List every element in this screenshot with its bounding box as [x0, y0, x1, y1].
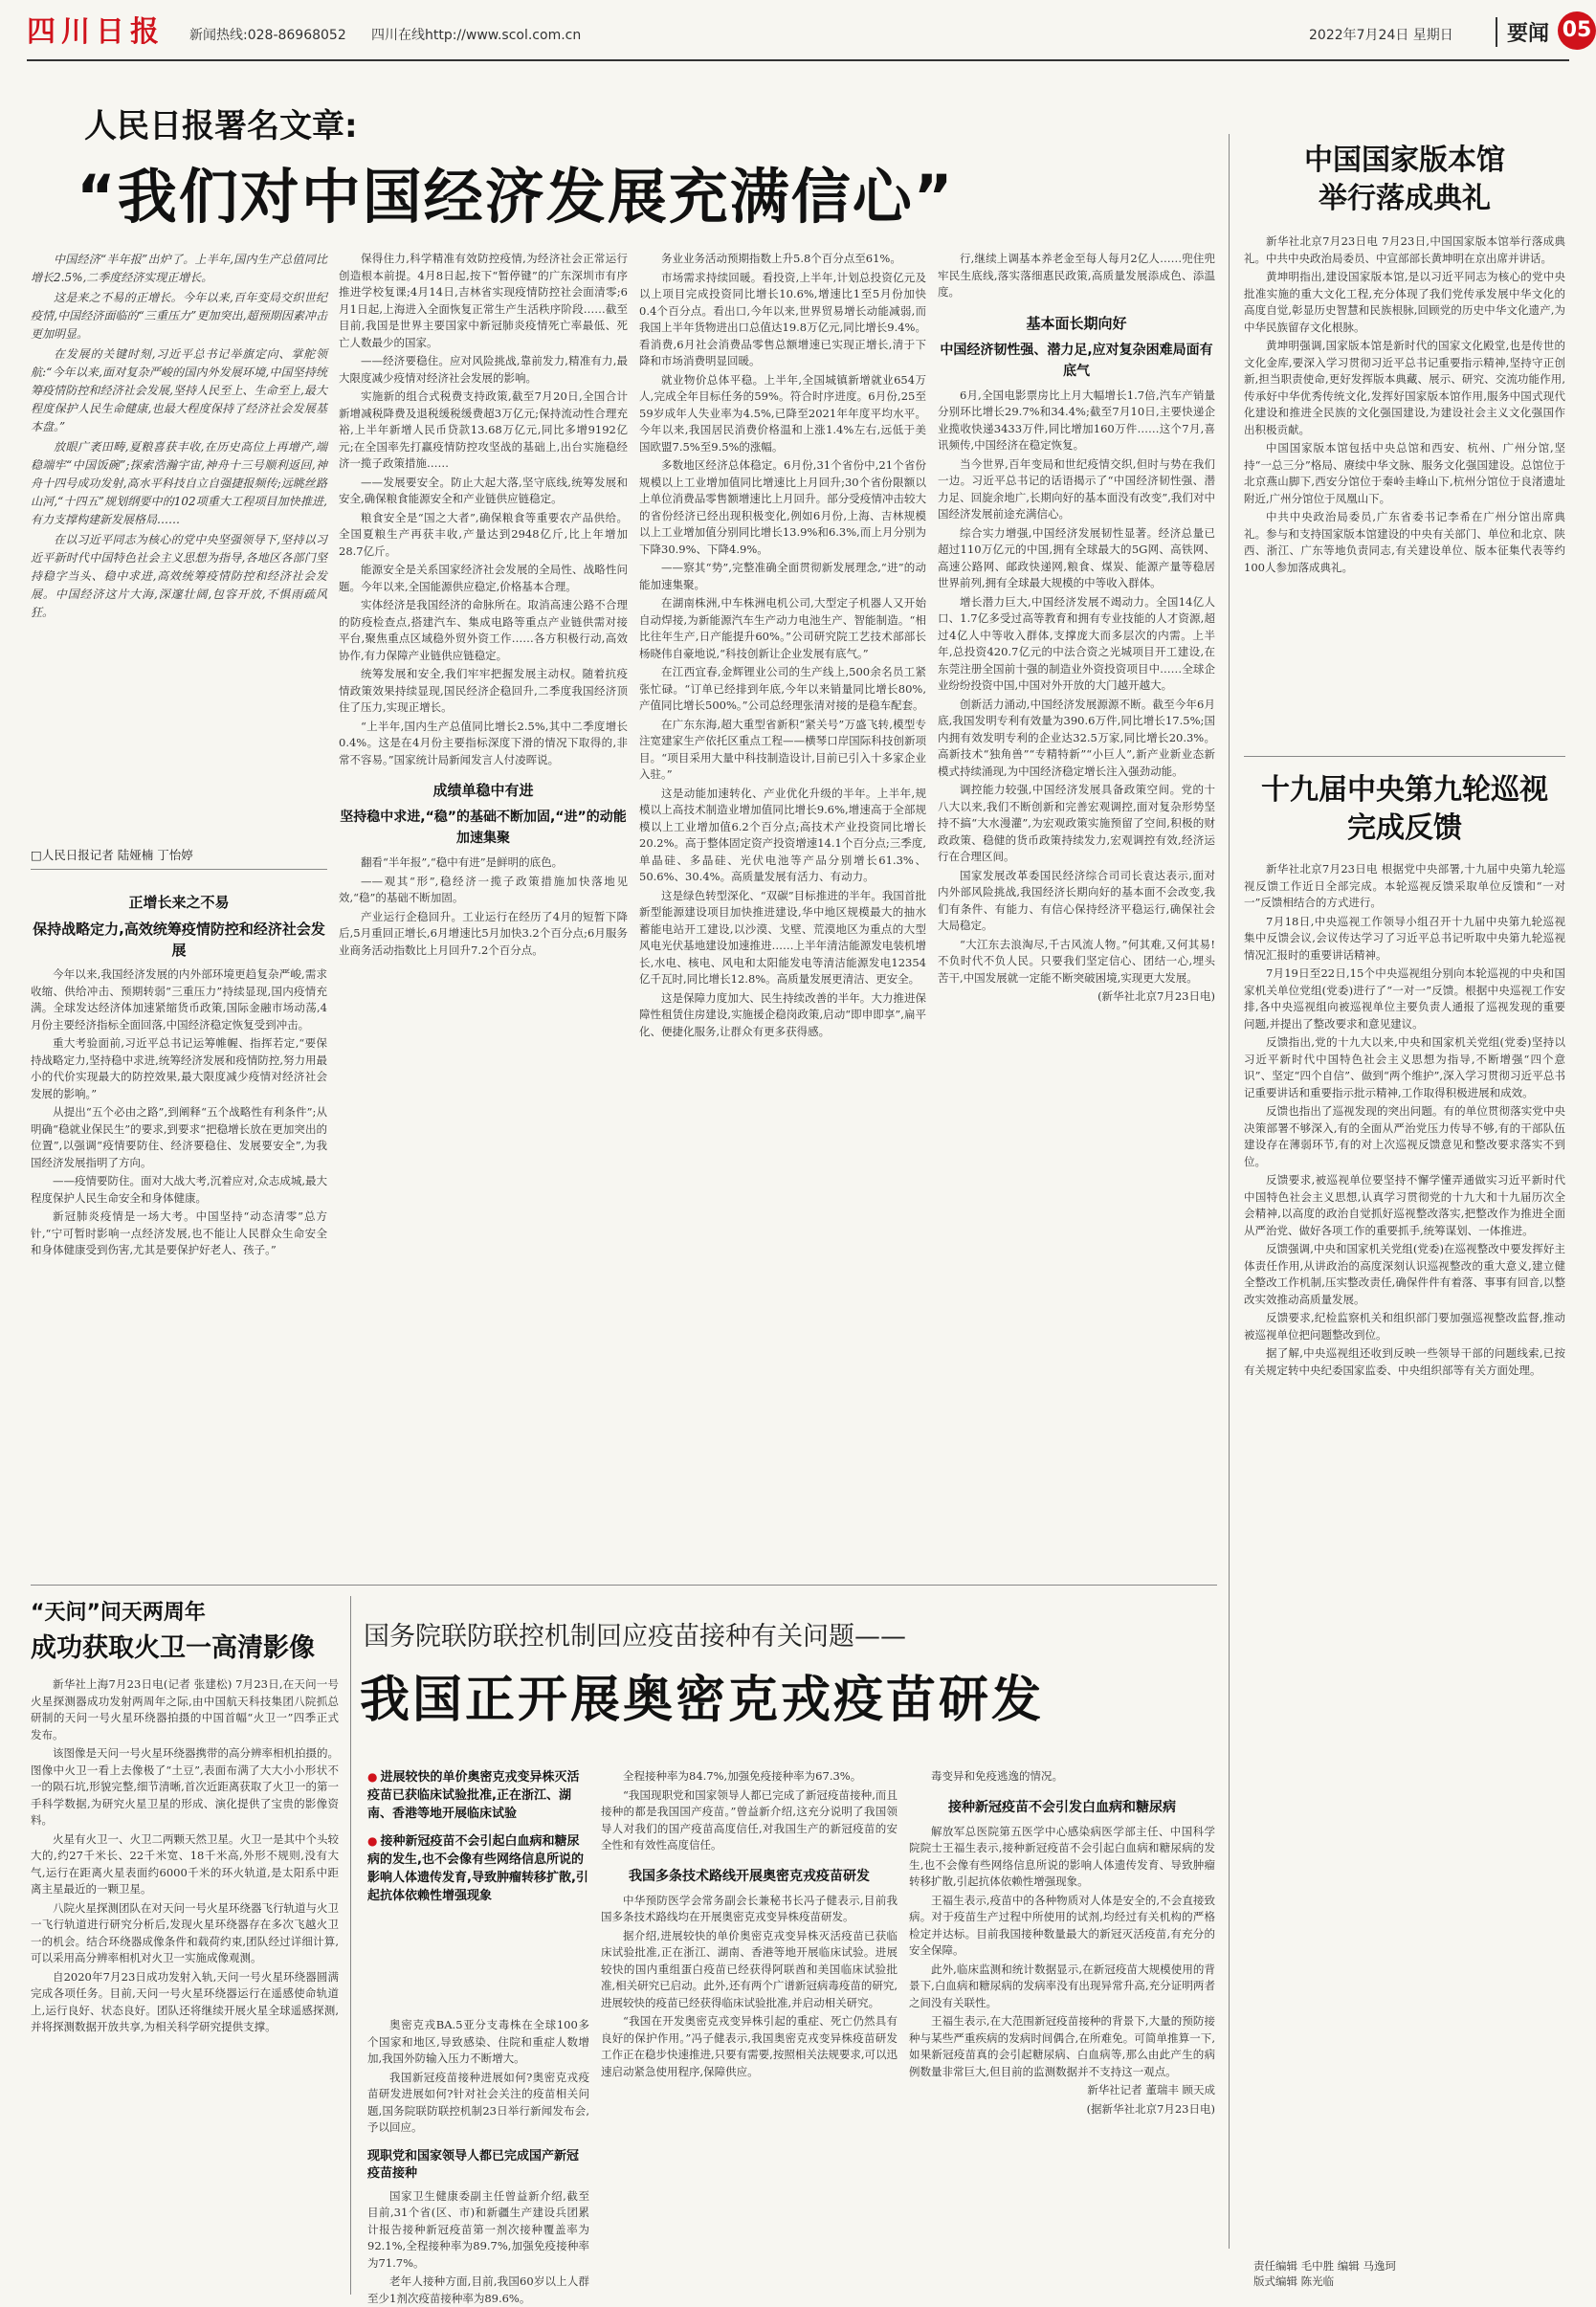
key-point — [367, 1768, 589, 1823]
page-number-badge: 05 — [1558, 11, 1596, 50]
bottom-kicker: 国务院联防联控机制回应疫苗接种有关问题—— — [364, 1622, 906, 1652]
paragraph: 这是保障力度加大、民生持续改善的半年。大力推进保障性租赁住房建设,实施援企稳岗政策,启动“即申即享”,扁平化、便捷化服务,让群众有更多获得感。 — [639, 990, 926, 1038]
paragraph: 在以习近平同志为核心的党中央坚强领导下,坚持以习近平新时代中国特色社会主义思想为指导,各地区各部门坚持稳字当头、稳中求进,高效统筹疫情防控和经济社会发展。中国经济这片大海,深邃壮阔,包容开放,不惧雨疏风狂。 — [31, 533, 327, 619]
subhead-kicker: 正增长来之不易 — [128, 894, 230, 911]
key-point-text: 接种新冠疫苗不会引起白血病和糖尿病的发生,也不会像有些网络信息所说的影响人体遗传发育,导致肿瘤转移扩散,引起抗体依赖性增强现象 — [367, 1834, 588, 1903]
paragraph: 在江西宜春,金辉锂业公司的生产线上,500余名员工紧张忙碌。“订单已经排到年底,今年以来销量同比增长80%,产值同比增长500%。”公司总经理张清对接的是稳车配套。 — [639, 665, 926, 712]
dateline: (据新华社北京7月23日电) — [1086, 2101, 1215, 2116]
key-points-box — [367, 1768, 589, 1915]
paragraph: “我国现职党和国家领导人都已完成了新冠疫苗接种,而且接种的都是我国国产疫苗。”曾益新介绍,这充分说明了我国领导人对我们的国产疫苗高度信任,对我国生产的新冠疫苗的安全性和有效性高度信任。 — [601, 1787, 898, 1852]
left-bottom-article — [31, 1676, 339, 2296]
headline-line: 十九届中央第九轮巡视 — [1261, 773, 1548, 807]
paragraph: 王福生表示,疫苗中的各种物质对人体是安全的,不会直接致病。对于疫苗生产过程中所使用的试剂,均经过有关机构的严格检定并达标。目前我国接种数量最大的新冠灭活疫苗,有充分的安全保障。 — [909, 1893, 1215, 1957]
paragraph: 据了解,中央巡视组还收到反映一些领导干部的问题线索,已按有关规定转中央纪委国家监委、中央组织部等有关方面处理。 — [1244, 1346, 1565, 1377]
left-bottom-kicker: “天问”问天两周年 — [31, 1601, 206, 1625]
right-mid-headline — [1244, 771, 1565, 848]
paragraph: 保得住力,科学精准有效防控疫情,为经济社会正常运行创造根本前提。4月8日起,按下“暂停键”的广东深圳市有序推进学校复课;4月14日,吉林省实现疫情防控社会面清零;6月1日起,上海进入全面恢复正常生产生活秩序阶段……截至目前,我国是世界主要国家中新冠肺炎疫情死亡率最低、死亡人数最少的国家。 — [339, 252, 628, 349]
paragraph: “我国在开发奥密克戎变异株引起的重症、死亡仍然具有良好的保护作用。”冯子健表示,我国奥密克戎变异株疫苗研发工作正在稳步快速推进,只要有需要,按照相关法规要求,可以迅速启动紧急使用程序,保障供应。 — [601, 2014, 898, 2078]
subhead-title: 现职党和国家领导人都已完成国产新冠疫苗接种 — [367, 2148, 580, 2181]
paragraph: 中国经济“半年报”出炉了。上半年,国内生产总值同比增长2.5%,二季度经济实现正增长。 — [31, 253, 327, 284]
paragraph: 就业物价总体平稳。上半年,全国城镇新增就业654万人,完成全年目标任务的59%。符合时序进度。6月份,25至59岁成年人失业率为4.5%,已降至2021年年度平均水平。今年以来,我国居民消费价格温和上涨1.4%左右,远低于美国欧盟7.5%至9.5%的涨幅。 — [639, 372, 926, 454]
reporter-credit: 新华社记者 董瑞丰 顾天成 — [1087, 2083, 1215, 2096]
issue-date: 2022年7月24日 星期日 — [1309, 28, 1453, 43]
paragraph: 这是动能加速转化、产业优化升级的半年。上半年,规模以上高技术制造业增加值同比增长9.6%,增速高于全部规模以上工业增加值6.2个百分点;高技术产业投资同比增长20.2%。高于整体固定资产投资增速14.1个百分点;三季度,单晶硅、多晶硅、光伏电池等产品分别增长61.3%、50.6%、30.4%。高质量发展有活力、有动力。 — [639, 786, 926, 883]
paragraph: 增长潜力巨大,中国经济发展不竭动力。全国14亿人口、1.7亿多受过高等教育和拥有专业技能的人才资源,超过4亿人中等收入群体,支撑庞大而多层次的内需。上半年,总投资420.7亿元的中法合资之光城项目开工建设,在东莞注册全国前十强的制造业外资投资项目中……全球企业纷纷投资中国,中国对外开放的大门越开越大。 — [938, 594, 1215, 692]
paragraph: 放眼广袤田畴,夏粮喜获丰收,在历史高位上再增产,端稳端牢“中国饭碗”;探索浩瀚宇宙,神舟十三号顺利返回,神舟十四号成功发射,高水平科技自立自强捷报频传;远眺丝路山河,“十四五”规划纲要中的102项重大工程项目加快推进,有力支撑构建新发展格局…… — [31, 440, 327, 526]
paragraph: 重大考验面前,习近平总书记运筹帷幄、指挥若定,“要保持战略定力,坚持稳中求进,统筹经济发展和疫情防控,努力用最小的代价实现最大的防控效果,最大限度减少疫情对经济社会发展的影响。” — [31, 1036, 327, 1100]
bullet-icon: ● — [367, 1834, 378, 1848]
paragraph: 解放军总医院第五医学中心感染病医学部主任、中国科学院院士王福生表示,接种新冠疫苗不会引起白血病和糖尿病的发生,也不会像有些网络信息所说的影响人体遗传发育、导致肿瘤转移扩散,引起抗体依赖性增强现象。 — [909, 1824, 1215, 1888]
byline: □人民日报记者 陆娅楠 丁怡婷 — [31, 848, 193, 862]
paragraph: 综合实力增强,中国经济发展韧性显著。经济总量已超过110万亿元的中国,拥有全球最大的5G网、高铁网、高速公路网、邮政快递网,粮食、煤炭、能源产量等稳居世界前列,拥有全球最大规模的中等收入群体。 — [938, 525, 1215, 589]
section-name: 要闻 — [1496, 17, 1549, 47]
paragraph: 新冠肺炎疫情是一场大考。中国坚持“动态清零”总方针,“宁可暂时影响一点经济发展,也不能让人民群众生命安全和身体健康受到伤害,尤其是要保护好老人、孩子。” — [31, 1209, 327, 1256]
column-divider — [1229, 134, 1230, 2249]
headline-line: 举行落成典礼 — [1319, 182, 1491, 215]
right-mid-article — [1244, 861, 1565, 2239]
paragraph: 该图像是天问一号火星环绕器携带的高分辨率相机拍摄的。图像中火卫一看上去像极了“土豆”,表面布满了大大小小形状不一的陨石坑,形貌完整,细节清晰,首次近距离获取了火卫一的第一手科学数据,为研究火星卫星的形成、演化提供了宝贵的影像资料。 — [31, 1746, 339, 1827]
paragraph: 自2020年7月23日成功发射入轨,天问一号火星环绕器圆满完成各项任务。目前,天问一号火星环绕器运行在遥感使命轨道上,运行良好、状态良好。团队还将继续开展火星全球遥感探测,并将探测数据开放共享,为相关科学研究提供支撑。 — [31, 1969, 339, 2033]
paragraph: 反馈强调,中央和国家机关党组(党委)在巡视整改中要发挥好主体责任作用,从讲政治的高度深刻认识巡视整改的重大意义,建立健全整改工作机制,压实整改责任,确保件件有着落、事事有回音,以整改实效推动高质量发展。 — [1244, 1242, 1565, 1306]
paragraph: 在发展的关键时刻,习近平总书记举旗定向、掌舵领航:“今年以来,面对复杂严峻的国内外发展环境,中国坚持统筹疫情防控和经济社会发展,坚持人民至上、生命至上,最大程度保护人民生命健康,也最大程度保持了经济社会发展基本盘。” — [31, 347, 327, 433]
bullet-icon: ● — [367, 1770, 378, 1784]
key-point — [367, 1832, 589, 1905]
paragraph: 多数地区经济总体稳定。6月份,31个省份中,21个省份规模以上工业增加值同比增速比上月回升;30个省份限额以上单位消费品零售额增速比上月回升。部分受疫情冲击较大的省份经济已经出现积极变化,例如6月份,上海、吉林规模以上工业增加值分别同比增长13.9%和6.3%,而上月分别为下降30.9%、下降4.9%。 — [639, 458, 926, 556]
paragraph: 新华社北京7月23日电 7月23日,中国国家版本馆举行落成典礼。中共中央政治局委员、中宣部部长黄坤明在京出席并讲话。 — [1244, 234, 1565, 265]
column-divider — [350, 1596, 351, 2295]
right-top-article — [1244, 233, 1565, 750]
paragraph: 今年以来,我国经济发展的内外部环境更趋复杂严峻,需求收缩、供给冲击、预期转弱“三重压力”持续显现,国内疫情充满。全球发达经济体加速紧缩货币政策,国际金融市场动荡,4月份主要经济指标全面回落,中国经济稳定恢复受到冲击。 — [31, 967, 327, 1031]
lead-column-4 — [938, 251, 1215, 1569]
paragraph: 新华社北京7月23日电 根据党中央部署,十九届中央第九轮巡视反馈工作近日全部完成。本轮巡视反馈采取单位反馈和“一对一”反馈相结合的方式进行。 — [1244, 862, 1565, 909]
paragraph: 奥密克戎BA.5亚分支毒株在全球100多个国家和地区,导致感染、住院和重症人数增加,我国外防输入压力不断增大。 — [367, 2018, 589, 2065]
subhead-title: 成绩单稳中有进 — [432, 782, 534, 799]
bottom-column-1 — [367, 2017, 589, 2305]
paragraph: “大江东去浪淘尽,千古风流人物。”何其难,又何其易!不负时代不负人民。只要我们坚定信心、团结一心,埋头苦干,中国发展就一定能不断突破困境,实现更大发展。 — [938, 937, 1215, 985]
paragraph: 黄坤明强调,国家版本馆是新时代的国家文化殿堂,也是传世的文化金库,要深入学习贯彻习近平总书记重要指示精神,坚持守正创新,担当职责使命,更好发挥版本典藏、展示、研究、交流功能作用,传承好中华优秀传统文化,发挥好国家版本馆作用,服务中国式现代化建设和推进全民族的文化强国建设,为建设社会主义文化强国作出积极贡献。 — [1244, 339, 1565, 436]
divider — [31, 1585, 1217, 1586]
paragraph: 老年人接种方面,目前,我国60岁以上人群至少1剂次疫苗接种率为89.6%。 — [367, 2274, 589, 2305]
paragraph: 新华社上海7月23日电(记者 张建松) 7月23日,在天问一号火星探测器成功发射两周年之际,由中国航天科技集团八院抓总研制的天问一号火星环绕器拍摄的中国首幅“火卫一”四季正式发布。 — [31, 1677, 339, 1741]
subhead-title: 中国经济韧性强、潜力足,应对复杂困难局面有底气 — [940, 342, 1213, 379]
paragraph: 我国新冠疫苗接种进展如何?奥密克戎疫苗研发进展如何?针对社会关注的疫苗相关问题,国务院联防联控机制23日举行新闻发布会,予以回应。 — [367, 2070, 589, 2134]
paragraph: 产业运行企稳回升。工业运行在经历了4月的短暂下降后,5月重回正增长,6月增速比5月加快3.2个百分点;6月服务业商务活动指数比上月回升7.2个百分点。 — [339, 909, 628, 957]
lead-column-2 — [339, 251, 628, 1569]
bottom-headline: 我国正开展奥密克戎疫苗研发 — [360, 1672, 1045, 1729]
credit-line: 责任编辑 毛中胜 编辑 马逸珂 — [1253, 2259, 1396, 2273]
bottom-column-3 — [909, 1768, 1215, 2296]
subhead-title: 接种新冠疫苗不会引发白血病和糖尿病 — [948, 1799, 1176, 1815]
paragraph: 火星有火卫一、火卫二两颗天然卫星。火卫一是其中个头较大的,约27千米长、22千米宽、18千米高,外形不规则,没有大气,运行在距离火星表面约6000千米的环火轨道,是太阳系中距离主星最近的一颗卫星。 — [31, 1831, 339, 1896]
paragraph: 实体经济是我国经济的命脉所在。取消高速公路不合理的防疫检查点,搭建汽车、集成电路等重点产业链供需对接平台,聚焦重点区域稳外贸外资工作……各方积极行动,高效协作,有力保障产业链供应链稳定。 — [339, 598, 628, 662]
right-top-headline — [1244, 142, 1565, 218]
paragraph: 6月,全国电影票房比上月大幅增长1.7倍,汽车产销量分别环比增长29.7%和34.4%;截至7月10日,主要快递企业揽收快递3433万件,同比增加160万件……这个7月,喜讯频传,中国经济在稳定恢复。 — [938, 388, 1215, 452]
paragraph: 从提出“五个必由之路”,到阐释“五个战略性有利条件”;从明确“稳就业保民生”的要求,到要求“把稳增长放在更加突出的位置”,以强调“疫情要防住、经济要稳住、发展要安全”,为我国经济发展指明了方向。 — [31, 1105, 327, 1169]
paragraph: ——经济要稳住。应对风险挑战,靠前发力,精准有力,最大限度减少疫情对经济社会发展的影响。 — [339, 354, 628, 385]
left-bottom-headline: 成功获取火卫一高清影像 — [31, 1633, 315, 1663]
paragraph: 中共中央政治局委员,广东省委书记李希在广州分馆出席典礼。参与和支持国家版本馆建设的中央有关部门、单位和北京、陕西、浙江、广东等地负责同志,有关建设单位、版本征集代表等约100人参加落成典礼。 — [1244, 510, 1565, 574]
credit-line: 版式编辑 陈光临 — [1253, 2274, 1335, 2288]
divider — [31, 869, 327, 870]
paragraph: 国家卫生健康委副主任曾益新介绍,截至目前,31个省(区、市)和新疆生产建设兵团累计报告接种新冠疫苗第一剂次接种覆盖率为92.1%,全程接种率为89.7%,加强免疫接种率为71.7%。 — [367, 2188, 589, 2270]
paragraph: 毒变异和免疫逃逸的情况。 — [931, 1769, 1063, 1783]
paragraph: 黄坤明指出,建设国家版本馆,是以习近平同志为核心的党中央批准实施的重大文化工程,充分体现了我们党传承发展中华文化的高度自觉,彰显历史智慧和民族根脉,回顾党的历史中华文化遗产,为中华民族留存文化根脉。 — [1244, 270, 1565, 334]
lead-headline: “我们对中国经济发展充满信心” — [77, 162, 955, 232]
paragraph: 国家发展改革委国民经济综合司司长袁达表示,面对内外部风险挑战,我国经济长期向好的基本面不会改变,我们有条件、有能力、有信心保持经济平稳运行,确保社会大局稳定。 — [938, 868, 1215, 932]
paragraph: 此外,临床监测和统计数据显示,在新冠疫苗大规模使用的背景下,白血病和糖尿病的发病率没有出现异常升高,充分证明两者之间没有关联性。 — [909, 1962, 1215, 2009]
paragraph: 这是绿色转型深化、“双碳”目标推进的半年。我国首批新型能源建设项目加快推进建设,华中地区规模最大的抽水蓄能电站开工建设,以沙漠、戈壁、荒漠地区为重点的大型风电光伏基地建设加速推进……上半年清洁能源发电装机增长,水电、核电、风电和太阳能发电等清洁能源发电12354亿千瓦时,同比增长12.8%。高质量发展更清洁、更安全。 — [639, 888, 926, 986]
paragraph: 调控能力较强,中国经济发展具备政策空间。党的十八大以来,我们不断创新和完善宏观调控,面对复杂形势坚持不搞“大水漫灌”,为宏观政策实施预留了空间,积极的财政政策、稳健的货币政策持续发力,宏观调控有效,经济运行在合理区间。 — [938, 783, 1215, 863]
newspaper-logo: 四川日报 — [27, 15, 165, 49]
editor-credits — [1253, 2258, 1396, 2289]
headline-line: 中国国家版本馆 — [1304, 144, 1505, 177]
paragraph: 市场需求持续回暖。看投资,上半年,计划总投资亿元及以上项目完成投资同比增长10.6%,增速比1至5月份加快0.4个百分点。看出口,今年以来,世界贸易增长动能减弱,而我国上半年货物进出口总值达19.8万亿元,同比增长9.4%。看消费,6月社会消费品零售总额增速已实现正增长,清于下降和市场消费明显回暖。 — [639, 270, 926, 367]
paragraph: 粮食安全是“国之大者”,确保粮食等重要农产品供给。全国夏粮生产再获丰收,产量达到2948亿斤,比上年增加28.7亿斤。 — [339, 510, 628, 558]
website: 四川在线http://www.scol.com.cn — [371, 28, 582, 43]
paragraph: “上半年,国内生产总值同比增长2.5%,其中二季度增长0.4%。这是在4月份主要指标深度下滑的情况下取得的,非常不容易。”国家统计局新闻发言人付凌晖说。 — [339, 719, 628, 766]
paragraph: ——察其“势”,完整准确全面贯彻新发展理念,“进”的动能加速集聚。 — [639, 561, 926, 591]
subhead-title: 保持战略定力,高效统筹疫情防控和经济社会发展 — [33, 921, 325, 959]
divider — [1244, 756, 1565, 757]
paragraph: 据介绍,进展较快的单价奥密克戎变异株灭活疫苗已获临床试验批准,正在浙江、湖南、香港等地开展临床试验。进展较快的国内重组蛋白疫苗已经获得阿联酋和美国临床试验批准,相关研究已启动。此外,还有两个广谱新冠病毒疫苗的研究,进展较快的疫苗已经获得临床试验批准,并启动相关研究。 — [601, 1928, 898, 2009]
paragraph: 当今世界,百年变局和世纪疫情交织,但时与势在我们一边。习近平总书记的话语揭示了“中国经济韧性强、潜力足、回旋余地广,长期向好的基本面没有改变”,我们对中国经济发展前途充满信心。 — [938, 456, 1215, 521]
paragraph: ——观其“形”,稳经济一揽子政策措施加快落地见效,“稳”的基础不断加固。 — [339, 874, 628, 904]
paragraph: 7月19日至22日,15个中央巡视组分别向本轮巡视的中央和国家机关单位党组(党委)进行了“一对一”反馈。根据中央巡视工作安排,各中央巡视组向被巡视单位主要负责人通报了巡视发现的重要问题,并提出了整改要求和意见建议。 — [1244, 966, 1565, 1031]
paragraph: 王福生表示,在大范围新冠疫苗接种的背景下,大量的预防接种与某些严重疾病的发病时间偶合,在所难免。可简单推算一下,如果新冠疫苗真的会引起糖尿病、白血病等,那么由此产生的病例数量非常巨大,但目前的监测数据并不支持这一观点。 — [909, 2014, 1215, 2078]
paragraph: 能源安全是关系国家经济社会发展的全局性、战略性问题。今年以来,全国能源供应稳定,价格基本合理。 — [339, 563, 628, 593]
paragraph: 7月18日,中央巡视工作领导小组召开十九届中央第九轮巡视集中反馈会议,会议传达学习了习近平总书记听取中央第九轮巡视情况汇报时的重要讲话精神。 — [1244, 914, 1565, 962]
paragraph: 翻看“半年报”,“稳中有进”是鲜明的底色。 — [361, 855, 564, 869]
paragraph: 行,继续上调基本养老金至每人每月2亿人……兜住兜牢民生底线,落实落细惠民政策,高质量发展添成色、添温度。 — [938, 252, 1215, 299]
paragraph: 在湖南株洲,中车株洲电机公司,大型定子机器人又开始自动焊接,为新能源汽车生产动力电池生产、智能制造。“相比往年生产,日产能提升60%。”公司研究院工艺技术部部长杨晓伟自豪地说,“科技创新让企业发展有底气。” — [639, 596, 926, 660]
lead-column-1b — [31, 880, 327, 1569]
paragraph: 反馈也指出了巡视发现的突出问题。有的单位贯彻落实党中央决策部署不够深入,有的全面从严治党压力传导不够,有的干部队伍建设存在薄弱环节,有的对上次巡视反馈意见和整改要求落实不到位。 — [1244, 1104, 1565, 1168]
paragraph: 中华预防医学会常务副会长兼秘书长冯子健表示,目前我国多条技术路线均在开展奥密克戎变异株疫苗研发。 — [601, 1893, 898, 1923]
subhead-kicker: 坚持稳中求进,“稳”的基础不断加固,“进”的动能加速集聚 — [340, 810, 627, 846]
paragraph: 在广东东海,超大重型省新积“紧关号”万盛飞转,模型专注宽建家生产依托区重点工程——横琴口岸国际科技创新项目。“项目采用大量中科技制造设计,目前已引入十多家企业入驻。” — [639, 717, 926, 781]
paragraph: ——发展要安全。防止大起大落,坚守底线,统筹发展和安全,确保粮食能源安全和产业链供应链稳定。 — [339, 475, 628, 505]
paragraph: 反馈要求,被巡视单位要坚持不懈学懂弄通做实习近平新时代中国特色社会主义思想,认真学习贯彻党的十九大和十九届历次全会精神,以高度的政治自觉抓好巡视整改落实,把整改作为推进全面从严治党、做好各项工作的重要抓手,统筹谋划、一体推进。 — [1244, 1173, 1565, 1237]
masthead — [27, 6, 1592, 61]
paragraph: ——疫情要防住。面对大战大考,沉着应对,众志成城,最大程度保护人民生命安全和身体健康。 — [31, 1174, 327, 1205]
paragraph: 反馈要求,纪检监察机关和组织部门要加强巡视整改监督,推动被巡视单位把问题整改到位。 — [1244, 1311, 1565, 1342]
lead-column-3 — [639, 251, 926, 1569]
headline-line: 完成反馈 — [1347, 811, 1462, 845]
paragraph: 实施新的组合式税费支持政策,截至7月20日,全国合计新增减税降费及退税缓税缓费超3万亿元;保持流动性合理充裕,上半年新增人民币贷款13.68万亿元,同比多增9192亿元;在全国率先打赢疫情防控攻坚战的基础上,出台实施稳经济一揽子政策措施…… — [339, 389, 628, 470]
paragraph: 中国国家版本馆包括中央总馆和西安、杭州、广州分馆,坚持“一总三分”格局、赓续中华文脉、服务文化强国建设。总馆位于北京燕山脚下,西安分馆位于秦岭圭峰山下,杭州分馆位于良渚遗址附近,广州分馆位于凤凰山下。 — [1244, 441, 1565, 505]
subhead-title: 我国多条技术路线开展奥密克戎疫苗研发 — [629, 1868, 870, 1884]
paragraph: 全程接种率为84.7%,加强免疫接种率为67.3%。 — [623, 1769, 862, 1783]
paragraph: 创新活力涌动,中国经济发展源源不断。截至今年6月底,我国发明专利有效量为390.6万件,同比增长17.5%;国内拥有效发明专利的企业达32.5万家,同比增长20.3%。高新技术“独角兽”“专精特新”“小巨人”,新产业新业态新模式持续涌现,为中国经济稳定增长注入强劲动能。 — [938, 697, 1215, 778]
lead-kicker: 人民日报署名文章: — [84, 107, 358, 145]
key-point-text: 进展较快的单价奥密克戎变异株灭活疫苗已获临床试验批准,正在浙江、湖南、香港等地开展临床试验 — [367, 1770, 580, 1821]
paragraph: 反馈指出,党的十九大以来,中央和国家机关党组(党委)坚持以习近平新时代中国特色社会主义思想为指导,不断增强“四个意识”、坚定“四个自信”、做到“两个维护”,深入学习贯彻习近平总书记重要讲话和重要指示批示精神,工作取得积极进展和成效。 — [1244, 1035, 1565, 1099]
lead-intro-column — [31, 251, 327, 836]
news-hotline: 新闻热线:028-86968052 — [189, 28, 346, 43]
paragraph: 这是来之不易的正增长。今年以来,百年变局交织世纪疫情,中国经济面临的“三重压力”更加突出,超预期因素冲击更加明显。 — [31, 291, 327, 341]
dateline: (新华社北京7月23日电) — [1097, 989, 1215, 1003]
paragraph: 统筹发展和安全,我们牢牢把握发展主动权。随着抗疫情政策效果持续显现,国民经济企稳回升,二季度我国经济顶住了压力,实现正增长。 — [339, 667, 628, 714]
bottom-column-2 — [601, 1768, 898, 2296]
subhead-kicker: 基本面长期向好 — [1026, 314, 1127, 332]
paragraph: 八院火星探测团队在对天问一号火星环绕器飞行轨道与火卫一飞行轨道进行研究分析后,发现火星环绕器存在多次飞越火卫一的机会。结合环绕器成像条件和载荷约束,团队经过详细计算,可以采用高分辨率相机对火卫一实施成像观测。 — [31, 1900, 339, 1964]
paragraph: 务业业务活动预期指数上升5.8个百分点至61%。 — [661, 252, 901, 265]
